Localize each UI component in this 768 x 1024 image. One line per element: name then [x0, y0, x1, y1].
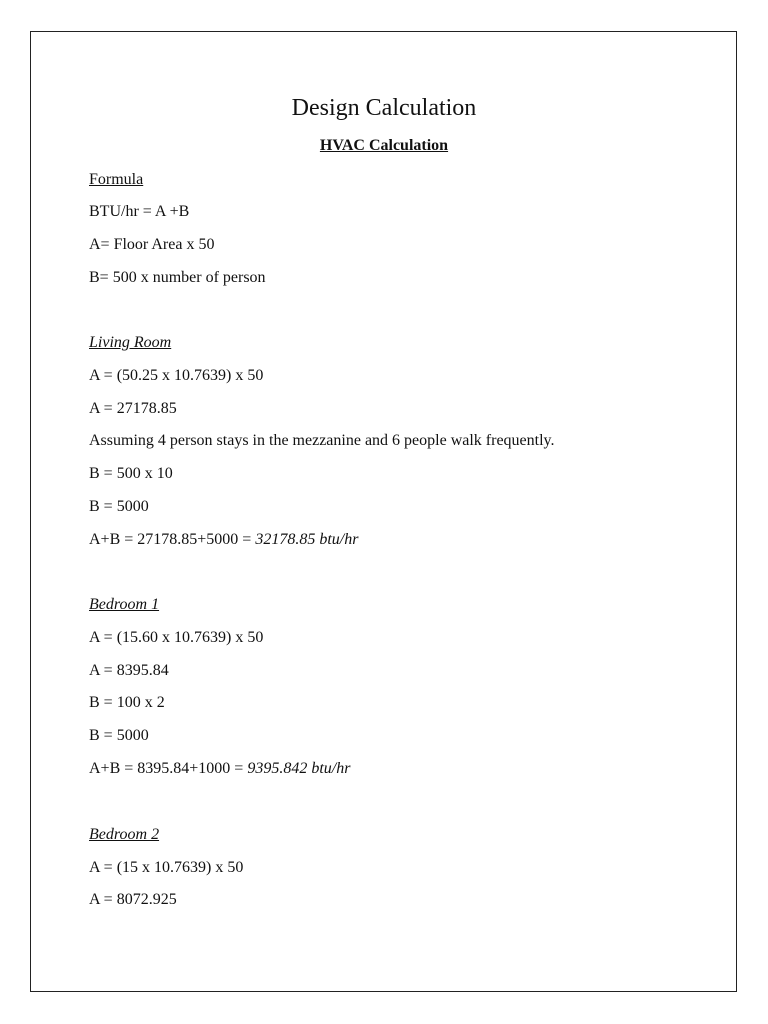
- bedroom2-heading: Bedroom 2: [89, 826, 160, 843]
- calc-line: A = (15.60 x 10.7639) x 50: [89, 629, 264, 646]
- calc-line: A = 27178.85: [89, 400, 177, 417]
- bedroom1-heading: Bedroom 1: [89, 596, 160, 613]
- living-room-total: [89, 529, 358, 551]
- total-value: 32178.85 btu/hr: [255, 531, 359, 548]
- calc-line: B = 500 x 10: [89, 465, 173, 482]
- calc-line: B = 100 x 2: [89, 694, 165, 711]
- formula-line: BTU/hr = A +B: [89, 203, 190, 220]
- formula-line: A= Floor Area x 50: [89, 236, 215, 253]
- formula-heading: Formula: [89, 171, 144, 188]
- calc-line: B = 5000: [89, 727, 149, 744]
- calc-line: A = 8395.84: [89, 662, 169, 679]
- total-prefix: A+B = 27178.85+5000 =: [89, 531, 256, 548]
- calc-line: A = (50.25 x 10.7639) x 50: [89, 367, 264, 384]
- document-subtitle: HVAC Calculation: [319, 137, 449, 154]
- calc-line: A = 8072.925: [89, 891, 177, 908]
- calc-line: A = (15 x 10.7639) x 50: [89, 859, 244, 876]
- bedroom1-total: [89, 758, 350, 780]
- calc-note: Assuming 4 person stays in the mezzanine and 6 people walk frequently.: [89, 432, 555, 449]
- calc-line: B = 5000: [89, 498, 149, 515]
- total-prefix: A+B = 8395.84+1000 =: [89, 760, 248, 777]
- living-room-heading: Living Room: [89, 334, 172, 351]
- formula-line: B= 500 x number of person: [89, 269, 266, 286]
- total-value: 9395.842 btu/hr: [247, 760, 351, 777]
- document-title: Design Calculation: [291, 95, 477, 121]
